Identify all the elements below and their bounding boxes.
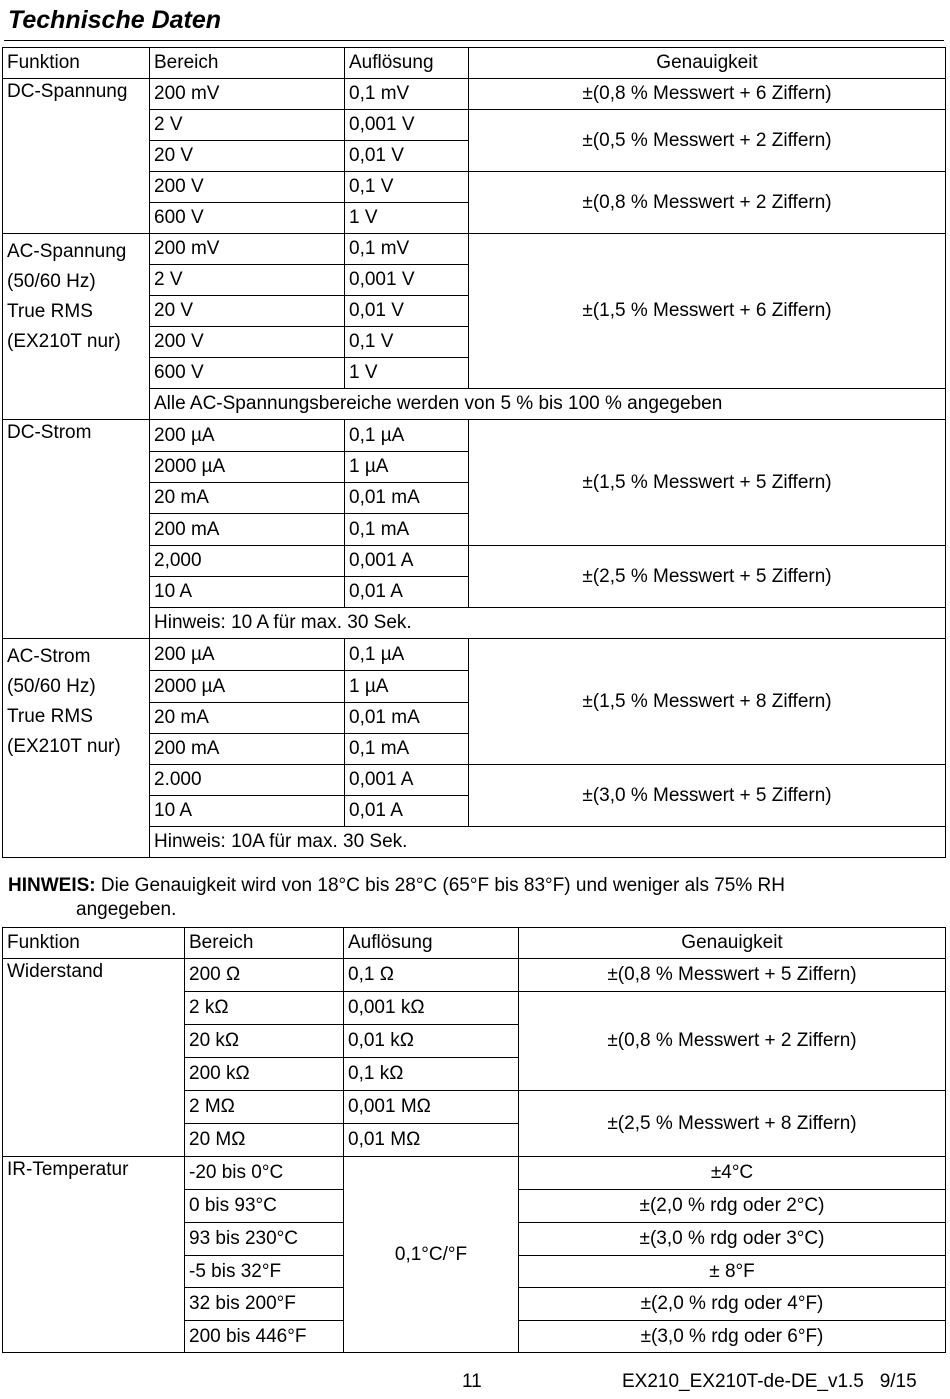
resolution-cell: 0,1 mA	[345, 734, 469, 765]
accuracy-cell: ±(2,5 % Messwert + 5 Ziffern)	[469, 546, 946, 608]
range-cell: 200 mV	[150, 79, 345, 110]
accuracy-cell: ±(3,0 % Messwert + 5 Ziffern)	[469, 765, 946, 827]
table-row	[3, 639, 946, 671]
range-cell: 2 V	[150, 265, 345, 296]
range-cell: 93 bis 230°C	[185, 1223, 344, 1256]
accuracy-cell: ±(0,5 % Messwert + 2 Ziffern)	[469, 110, 946, 172]
range-cell: 600 V	[150, 203, 345, 234]
range-cell: 200 µA	[150, 639, 345, 671]
range-cell: 20 V	[150, 296, 345, 327]
function-line: True RMS	[7, 706, 93, 727]
accuracy-cell: ± 8°F	[519, 1256, 946, 1288]
page-number: 11	[462, 1371, 482, 1392]
accuracy-cell: ±(1,5 % Messwert + 6 Ziffern)	[469, 234, 946, 389]
resolution-cell: 0,1 mV	[345, 234, 469, 265]
table-row	[3, 234, 946, 265]
range-cell: 200 bis 446°F	[185, 1321, 344, 1353]
range-cell: 20 mA	[150, 483, 345, 514]
note-cell: Hinweis: 10A für max. 30 Sek.	[150, 827, 946, 858]
function-resistance: Widerstand	[3, 959, 185, 1157]
resolution-cell: 0,1 µA	[345, 420, 469, 452]
range-cell: 200 V	[150, 327, 345, 358]
accuracy-cell: ±(0,8 % Messwert + 2 Ziffern)	[519, 992, 946, 1091]
range-cell: 2000 µA	[150, 671, 345, 703]
resolution-cell: 0,001 A	[345, 765, 469, 796]
header-aufloesung: Auflösung	[345, 48, 469, 79]
range-cell: 2 MΩ	[185, 1091, 344, 1124]
resolution-cell: 0,1 µA	[345, 639, 469, 671]
accuracy-cell: ±(0,8 % Messwert + 5 Ziffern)	[519, 959, 946, 992]
accuracy-cell: ±(3,0 % rdg oder 3°C)	[519, 1223, 946, 1256]
resolution-cell: 0,1 Ω	[344, 959, 519, 992]
range-cell: 20 mA	[150, 703, 345, 734]
resolution-cell: 1 V	[345, 358, 469, 389]
function-line: (50/60 Hz)	[7, 271, 96, 292]
accuracy-cell: ±(1,5 % Messwert + 8 Ziffern)	[469, 639, 946, 765]
resolution-cell: 0,01 A	[345, 577, 469, 608]
table-row	[3, 1157, 946, 1190]
resolution-cell: 0,001 V	[345, 110, 469, 141]
range-cell: 600 V	[150, 358, 345, 389]
function-line: (50/60 Hz)	[7, 676, 96, 697]
resolution-cell: 0,01 mA	[345, 703, 469, 734]
header-bereich: Bereich	[150, 48, 345, 79]
accuracy-cell: ±(1,5 % Messwert + 5 Ziffern)	[469, 420, 946, 546]
resolution-cell: 0,01 mA	[345, 483, 469, 514]
note-text: Die Genauigkeit wird von 18°C bis 28°C (65°F bis 83°F) und weniger als 75% RH	[100, 875, 785, 896]
function-ac-current	[3, 639, 150, 858]
resolution-cell: 0,001 A	[345, 546, 469, 577]
header-aufloesung: Auflösung	[344, 928, 519, 959]
range-cell: 20 kΩ	[185, 1025, 344, 1058]
resolution-cell: 0,01 V	[345, 141, 469, 172]
spec-table-resistance-temperature	[2, 927, 946, 1353]
title-underline	[4, 40, 944, 41]
header-genauigkeit: Genauigkeit	[519, 928, 946, 959]
resolution-cell: 1 µA	[345, 452, 469, 483]
resolution-cell: 0,1 mV	[345, 79, 469, 110]
accuracy-cell: ±(2,0 % rdg oder 2°C)	[519, 1190, 946, 1223]
table-row	[3, 959, 946, 992]
resolution-cell: 0,1 mA	[345, 514, 469, 546]
range-cell: 2,000	[150, 546, 345, 577]
range-cell: 20 V	[150, 141, 345, 172]
accuracy-cell: ±(2,5 % Messwert + 8 Ziffern)	[519, 1091, 946, 1157]
note-text-continued: angegeben.	[76, 899, 177, 920]
function-dc-current: DC-Strom	[3, 420, 150, 639]
header-funktion: Funktion	[3, 48, 150, 79]
range-cell: 200 mV	[150, 234, 345, 265]
resolution-cell: 0,1 V	[345, 327, 469, 358]
resolution-cell: 0,01 kΩ	[344, 1025, 519, 1058]
page-title: Technische Daten	[8, 6, 222, 34]
resolution-cell: 0,1°C/°F	[344, 1157, 519, 1353]
resolution-cell: 0,1 V	[345, 172, 469, 203]
range-cell: -5 bis 32°F	[185, 1256, 344, 1288]
header-funktion: Funktion	[3, 928, 185, 959]
table-row	[3, 79, 946, 110]
table-header-row	[3, 48, 946, 79]
function-line: AC-Spannung	[7, 241, 127, 262]
accuracy-note	[8, 874, 908, 922]
resolution-cell: 0,01 MΩ	[344, 1124, 519, 1157]
note-label: HINWEIS:	[8, 875, 96, 896]
range-cell: 2 kΩ	[185, 992, 344, 1025]
accuracy-cell: ±(0,8 % Messwert + 2 Ziffern)	[469, 172, 946, 234]
range-cell: 200 µA	[150, 420, 345, 452]
range-cell: 200 kΩ	[185, 1058, 344, 1091]
function-line: AC-Strom	[7, 646, 91, 667]
range-cell: 200 mA	[150, 514, 345, 546]
function-dc-voltage: DC-Spannung	[3, 79, 150, 234]
header-bereich: Bereich	[185, 928, 344, 959]
function-line: (EX210T nur)	[7, 331, 121, 352]
range-cell: 10 A	[150, 577, 345, 608]
table-row	[3, 420, 946, 452]
range-cell: 200 Ω	[185, 959, 344, 992]
accuracy-cell: ±(3,0 % rdg oder 6°F)	[519, 1321, 946, 1353]
resolution-cell: 0,1 kΩ	[344, 1058, 519, 1091]
range-cell: 200 mA	[150, 734, 345, 765]
range-cell: 2000 µA	[150, 452, 345, 483]
spec-table-voltage-current	[2, 47, 946, 858]
function-ir-temperature: IR-Temperatur	[3, 1157, 185, 1353]
function-ac-voltage	[3, 234, 150, 420]
function-line: (EX210T nur)	[7, 736, 121, 757]
range-cell: 2.000	[150, 765, 345, 796]
resolution-cell: 0,01 V	[345, 296, 469, 327]
document-id: EX210_EX210T-de-DE_v1.5 9/15	[622, 1371, 917, 1392]
resolution-cell: 1 V	[345, 203, 469, 234]
header-genauigkeit: Genauigkeit	[469, 48, 946, 79]
resolution-cell: 0,01 A	[345, 796, 469, 827]
resolution-cell: 1 µA	[345, 671, 469, 703]
accuracy-cell: ±(2,0 % rdg oder 4°F)	[519, 1288, 946, 1321]
resolution-cell: 0,001 kΩ	[344, 992, 519, 1025]
note-cell: Alle AC-Spannungsbereiche werden von 5 % bis 100 % angegeben	[150, 389, 946, 420]
accuracy-cell: ±4°C	[519, 1157, 946, 1190]
range-cell: 0 bis 93°C	[185, 1190, 344, 1223]
range-cell: 10 A	[150, 796, 345, 827]
resolution-cell: 0,001 MΩ	[344, 1091, 519, 1124]
function-line: True RMS	[7, 301, 93, 322]
range-cell: 200 V	[150, 172, 345, 203]
note-cell: Hinweis: 10 A für max. 30 Sek.	[150, 608, 946, 639]
resolution-cell: 0,001 V	[345, 265, 469, 296]
accuracy-cell: ±(0,8 % Messwert + 6 Ziffern)	[469, 79, 946, 110]
table-header-row	[3, 928, 946, 959]
range-cell: 20 MΩ	[185, 1124, 344, 1157]
range-cell: -20 bis 0°C	[185, 1157, 344, 1190]
range-cell: 2 V	[150, 110, 345, 141]
range-cell: 32 bis 200°F	[185, 1288, 344, 1321]
